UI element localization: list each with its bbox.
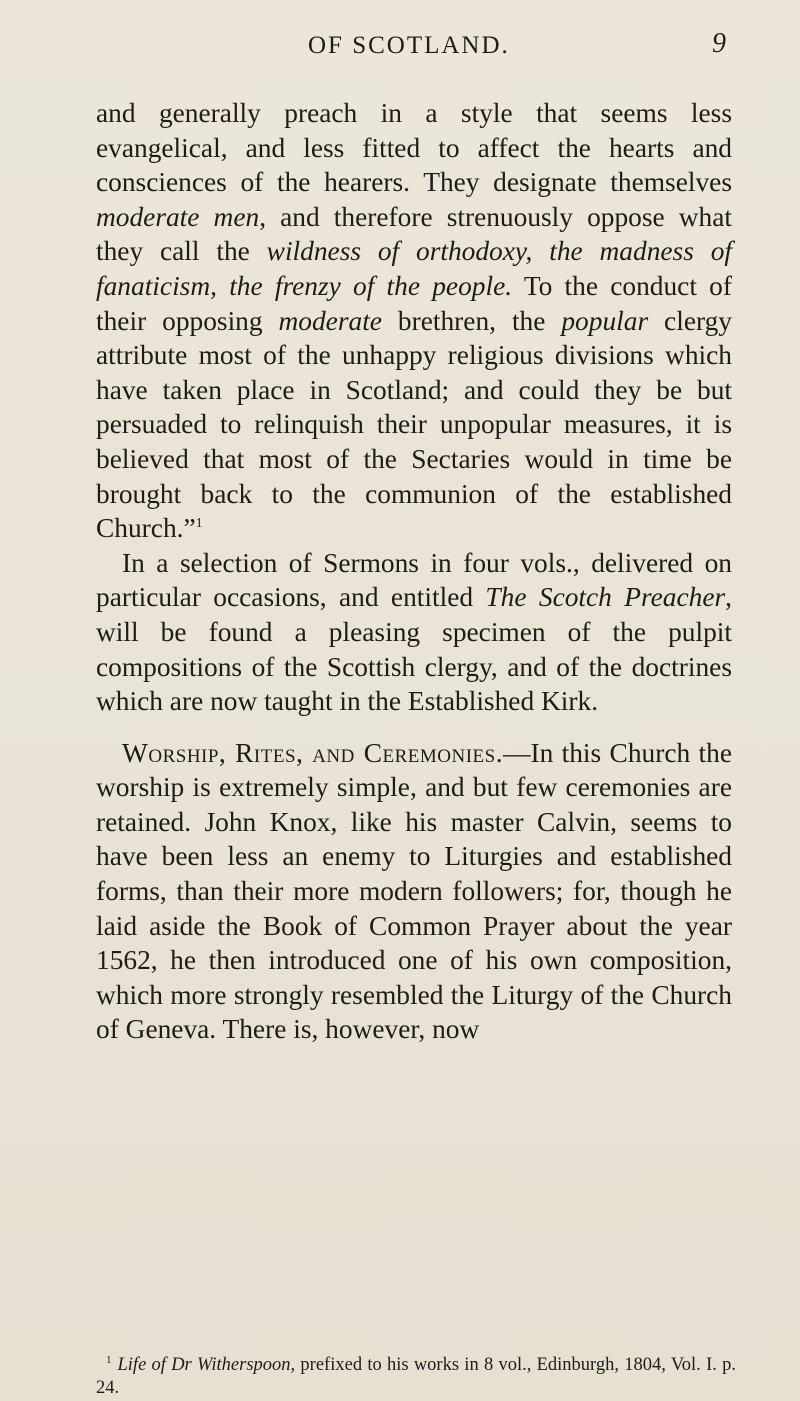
paragraph-scotch-preacher (96, 546, 732, 719)
text-run: clergy attribute most of the unhappy religious divisions which have taken place in Scotland; and could they be but persuaded to relinquish their unpopular measures, it is believed that most of the Sectaries would in time be brought back to the communion of the established Church.” (96, 305, 732, 544)
text-run: , and therefore strenuously oppose what they call the (96, 201, 733, 267)
italic-run: moderate men (96, 201, 260, 232)
text-run: , prefixed to his works in 8 vol., Edinburgh, 1804, Vol. I. p. 24. (96, 1355, 736, 1398)
section-heading: Worship, Rites, and Ceremonies. (122, 737, 504, 768)
footnote-marker: 1 (106, 1353, 112, 1366)
italic-run: moderate (278, 305, 382, 336)
footnote-text (96, 1354, 736, 1400)
text-run: and generally preach in a style that seems less evangelical, and less fitted to affect the hearts and consciences of the hearers. They designate themselves (96, 98, 732, 198)
text-run: —In this Church the worship is extremely simple, and but few ceremonies are retained. John Knox, like his master Calvin, seems to have been less an enemy to Liturgies and established forms, than their more modern followers; for, though he laid aside the Book of Common Prayer about the year 1562, he then introduced one of his own composition, which more strongly resembled the Liturgy of the Church of Geneva. There is, however, now (96, 737, 732, 1045)
body-text (96, 96, 732, 1047)
paragraph-worship (96, 736, 732, 1047)
running-head (0, 28, 800, 68)
italic-run: popular (561, 305, 649, 336)
italic-run: Life of Dr Witherspoon (117, 1355, 291, 1375)
text-run: In a selection of Sermons in four vols., delivered on particular occasions, and entitled (96, 547, 732, 613)
text-run: brethren, the (381, 305, 562, 336)
text-run: , will be found a pleasing specimen of the pulpit compositions of the Scottish clergy, and of the doctrines which are now taught in the Established Kirk. (96, 582, 732, 717)
footnote (96, 1354, 736, 1400)
running-title: OF SCOTLAND. (308, 32, 510, 59)
italic-run: wildness of orthodoxy, the madness of fanaticism, the frenzy of the people. (96, 236, 733, 301)
italic-run: The Scotch Preacher (485, 582, 726, 613)
text-run: To the conduct of their opposing (96, 270, 732, 336)
paragraph-moderates (96, 96, 732, 546)
page-number: 9 (712, 28, 726, 59)
footnote-reference[interactable]: 1 (195, 516, 203, 531)
